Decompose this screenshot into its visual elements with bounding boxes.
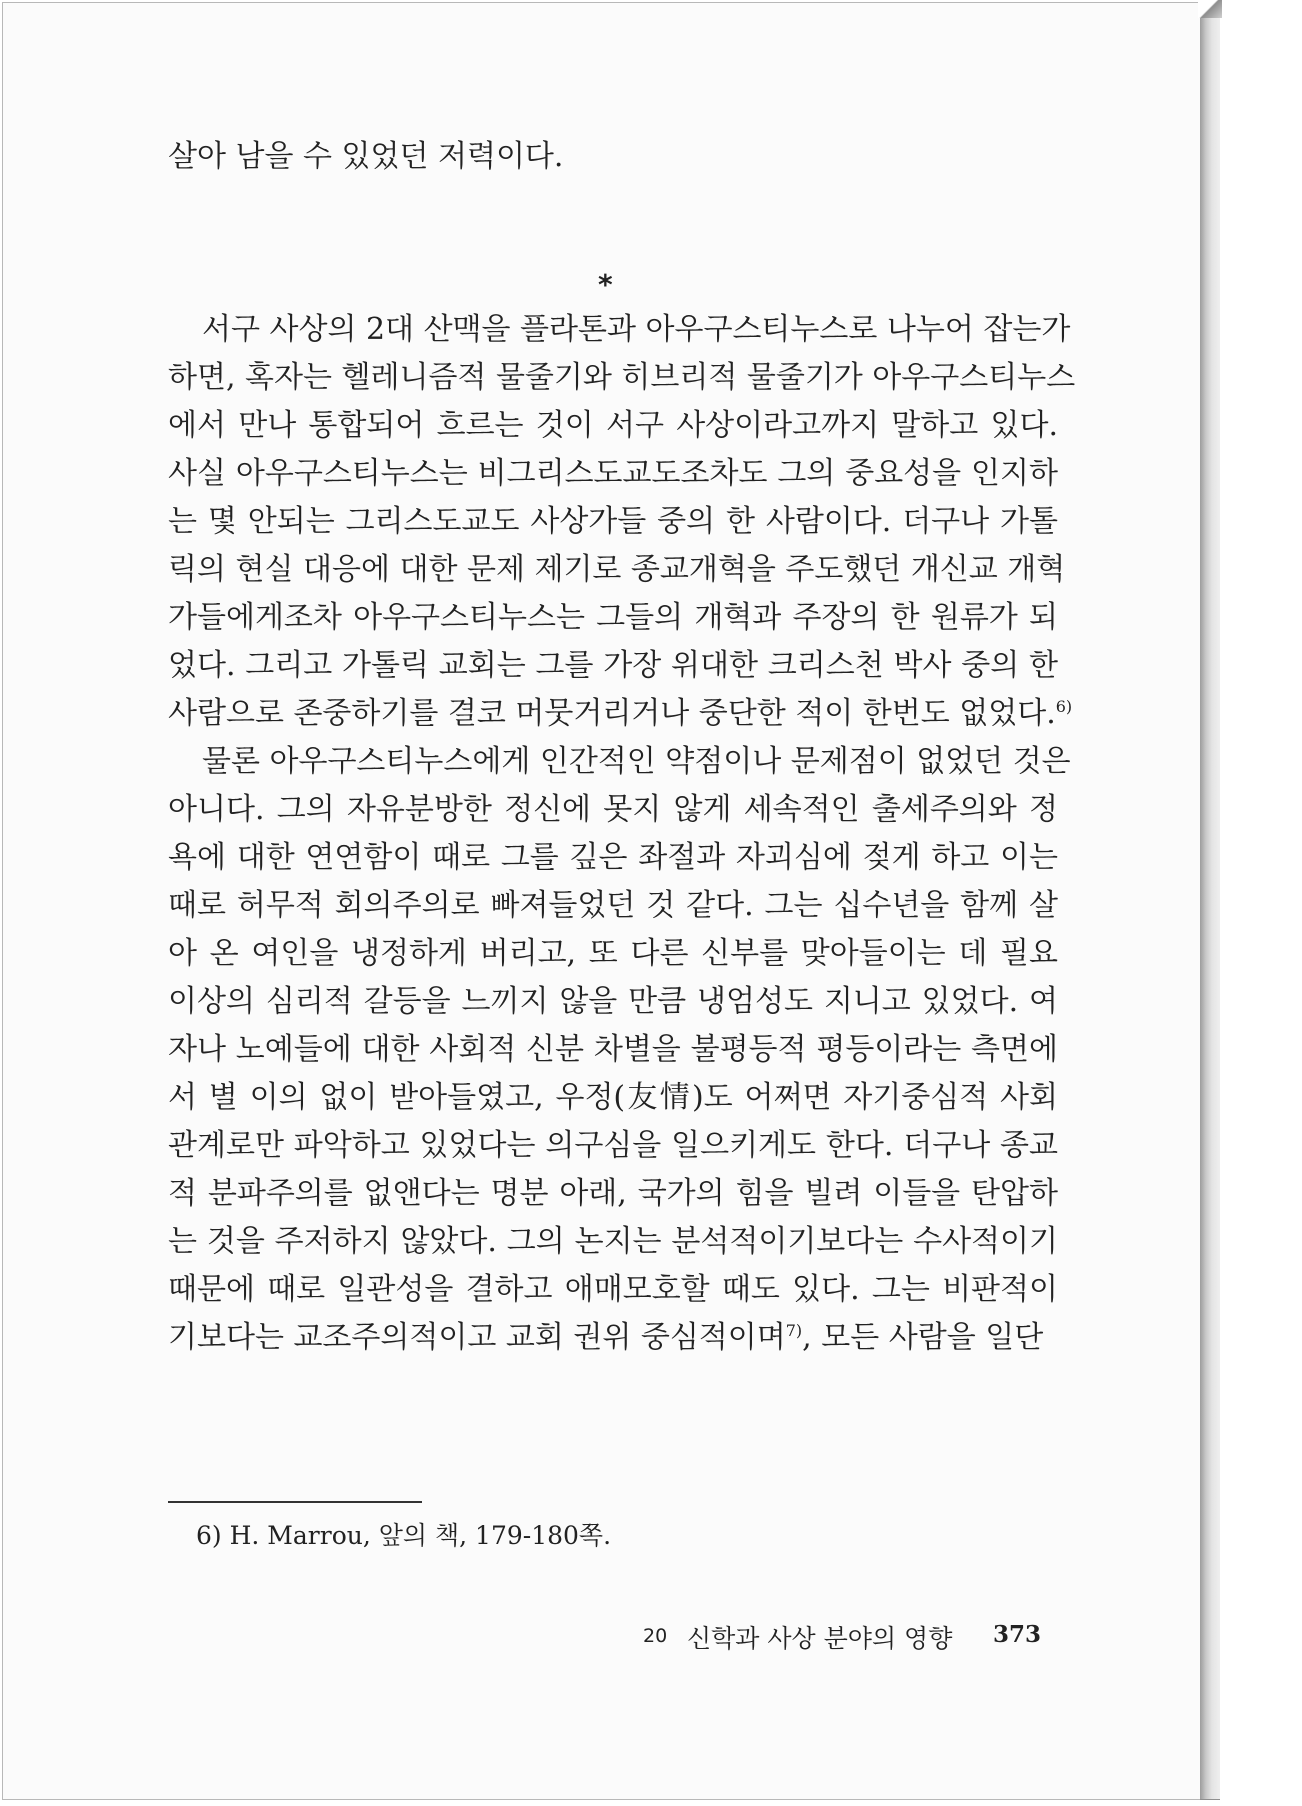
text-line: 물론 아우구스티누스에게 인간적인 약점이나 문제점이 없었던 것은 [202,744,1071,779]
text-line: 관계로만 파악하고 있었다는 의구심을 일으키게도 한다. 더구나 종교 [168,1128,1058,1163]
text-line: 하면, 혹자는 헬레니즘적 물줄기와 히브리적 물줄기가 아우구스티누스 [168,360,1076,395]
page-edge-shadow [1200,2,1220,1800]
footer-chapter-title: 신학과 사상 분야의 영향 [687,1624,953,1653]
running-footer [643,1619,1063,1659]
page-curl-corner [1198,0,1222,18]
page-number: 373 [993,1621,1042,1648]
text-line: 릭의 현실 대응에 대한 문제 제기로 종교개혁을 주도했던 개신교 개혁 [168,552,1066,587]
text-line: 아니다. 그의 자유분방한 정신에 못지 않게 세속적인 출세주의와 정 [168,792,1058,827]
text-line-content: 사람으로 존중하기를 결코 머뭇거리거나 중단한 적이 한번도 없었다. [168,696,1056,731]
footnote-reference-7: 7) [785,1321,803,1340]
text-line: 가들에게조차 아우구스티누스는 그들의 개혁과 주장의 한 원류가 되 [168,600,1058,635]
footer-chapter-number: 20 [643,1625,668,1647]
text-line: 때로 허무적 회의주의로 빠져들었던 것 같다. 그는 십수년을 함께 살 [168,888,1058,923]
text-line: 는 것을 주저하지 않았다. 그의 논지는 분석적이기보다는 수사적이기 [168,1224,1058,1259]
text-line: 서 별 이의 없이 받아들였고, 우정(友情)도 어쩌면 자기중심적 사회 [168,1080,1058,1115]
footnote-divider [168,1501,422,1503]
section-break-asterisk: * [598,268,613,301]
footnote-reference-6: 6) [1055,697,1073,716]
text-line: 었다. 그리고 가톨릭 교회는 그를 가장 위대한 크리스천 박사 중의 한 [168,648,1058,683]
text-line: 서구 사상의 2대 산맥을 플라톤과 아우구스티누스로 나누어 잡는가 [202,312,1071,347]
text-line: 사실 아우구스티누스는 비그리스도교도조차도 그의 중요성을 인지하 [168,456,1058,491]
text-line: 에서 만나 통합되어 흐르는 것이 서구 사상이라고까지 말하고 있다. [168,408,1058,443]
text-line: 적 분파주의를 없앤다는 명분 아래, 국가의 힘을 빌려 이들을 탄압하 [168,1176,1058,1211]
text-line: 욕에 대한 연연함이 때로 그를 깊은 좌절과 자괴심에 젖게 하고 이는 [168,840,1058,875]
text-line-content: , 모든 사람을 일단 [802,1320,1044,1355]
text-line-with-footnote [168,1318,1058,1358]
text-line-content: 기보다는 교조주의적이고 교회 권위 중심적이며 [168,1320,786,1355]
text-line: 살아 남을 수 있었던 저력이다. [168,139,564,174]
text-line: 자나 노예들에 대한 사회적 신분 차별을 불평등적 평등이라는 측면에 [168,1032,1058,1067]
text-line-with-footnote [168,694,1073,734]
text-line: 이상의 심리적 갈등을 느끼지 않을 만큼 냉엄성도 지니고 있었다. 여 [168,984,1058,1019]
footnote-6: 6) H. Marrou, 앞의 책, 179-180쪽. [196,1521,612,1550]
text-line: 는 몇 안되는 그리스도교도 사상가들 중의 한 사람이다. 더구나 가톨 [168,504,1058,539]
text-line: 아 온 여인을 냉정하게 버리고, 또 다른 신부를 맞아들이는 데 필요 [168,936,1058,971]
text-line: 때문에 때로 일관성을 결하고 애매모호할 때도 있다. 그는 비판적이 [168,1272,1058,1307]
book-page [2,2,1214,1800]
